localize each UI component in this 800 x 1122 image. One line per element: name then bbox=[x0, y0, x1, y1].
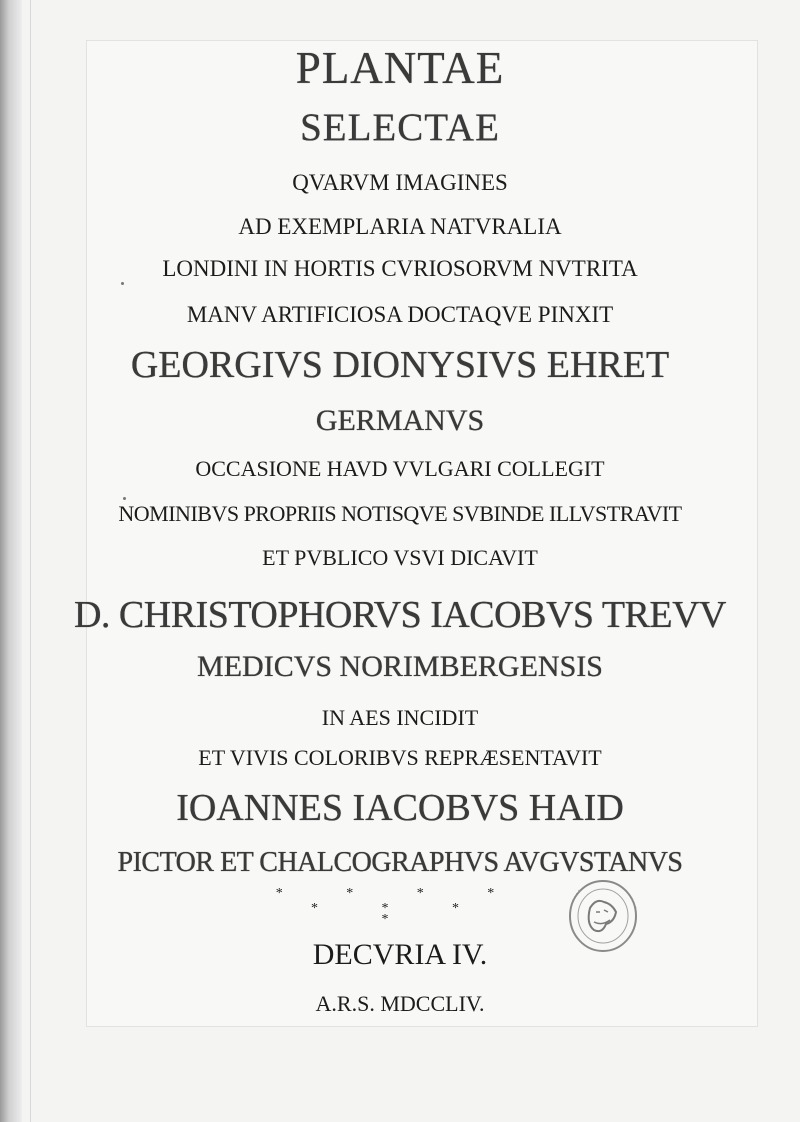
title-selectae: SELECTAE bbox=[300, 106, 500, 149]
ink-speck bbox=[121, 282, 124, 285]
ornament-stars-row-2: * * * bbox=[311, 901, 489, 916]
title-plantae: PLANTAE bbox=[295, 43, 505, 93]
line-nominibus: NOMINIBVS PROPRIIS NOTISQVE SVBINDE ILLVSTRAVIT bbox=[118, 501, 682, 526]
line-publico: ET PVBLICO VSVI DICAVIT bbox=[262, 545, 538, 570]
ink-speck bbox=[123, 497, 126, 500]
editor-title: MEDICVS NORIMBERGENSIS bbox=[197, 650, 603, 683]
author-nationality: GERMANVS bbox=[315, 404, 485, 437]
engraver-title: PICTOR ET CHALCOGRAPHVS AVGVSTANVS bbox=[117, 847, 683, 878]
svg-text:· · · ·: · · · · bbox=[626, 895, 640, 911]
svg-text:· · · ·: · · · · bbox=[569, 887, 583, 903]
line-occasione: OCCASIONE HAVD VVLGARI COLLEGIT bbox=[195, 456, 605, 481]
subtitle-line-manu: MANV ARTIFICIOSA DOCTAQVE PINXIT bbox=[186, 302, 614, 327]
editor-trew: D. CHRISTOPHORVS IACOBVS TREVV bbox=[73, 594, 726, 636]
line-in-aes: IN AES INCIDIT bbox=[321, 705, 479, 730]
decuria-number: DECVRIA IV. bbox=[312, 938, 488, 971]
author-ehret: GEORGIVS DIONYSIVS EHRET bbox=[130, 344, 670, 386]
publication-year: A.R.S. MDCCLIV. bbox=[315, 991, 485, 1016]
line-vivis-coloribus: ET VIVIS COLORIBVS REPRÆSENTAVIT bbox=[198, 745, 602, 770]
subtitle-line-londini: LONDINI IN HORTIS CVRIOSORVM NVTRITA bbox=[162, 256, 638, 281]
ornament-stars-row-3: * bbox=[381, 912, 419, 927]
ornament-stars-row-1: * * * * bbox=[275, 886, 525, 901]
library-stamp-icon bbox=[566, 878, 640, 954]
subtitle-line-quarum: QVARVM IMAGINES bbox=[292, 170, 508, 195]
subtitle-line-ad-exemplaria: AD EXEMPLARIA NATVRALIA bbox=[238, 214, 562, 239]
engraver-haid: IOANNES IACOBVS HAID bbox=[176, 787, 624, 829]
